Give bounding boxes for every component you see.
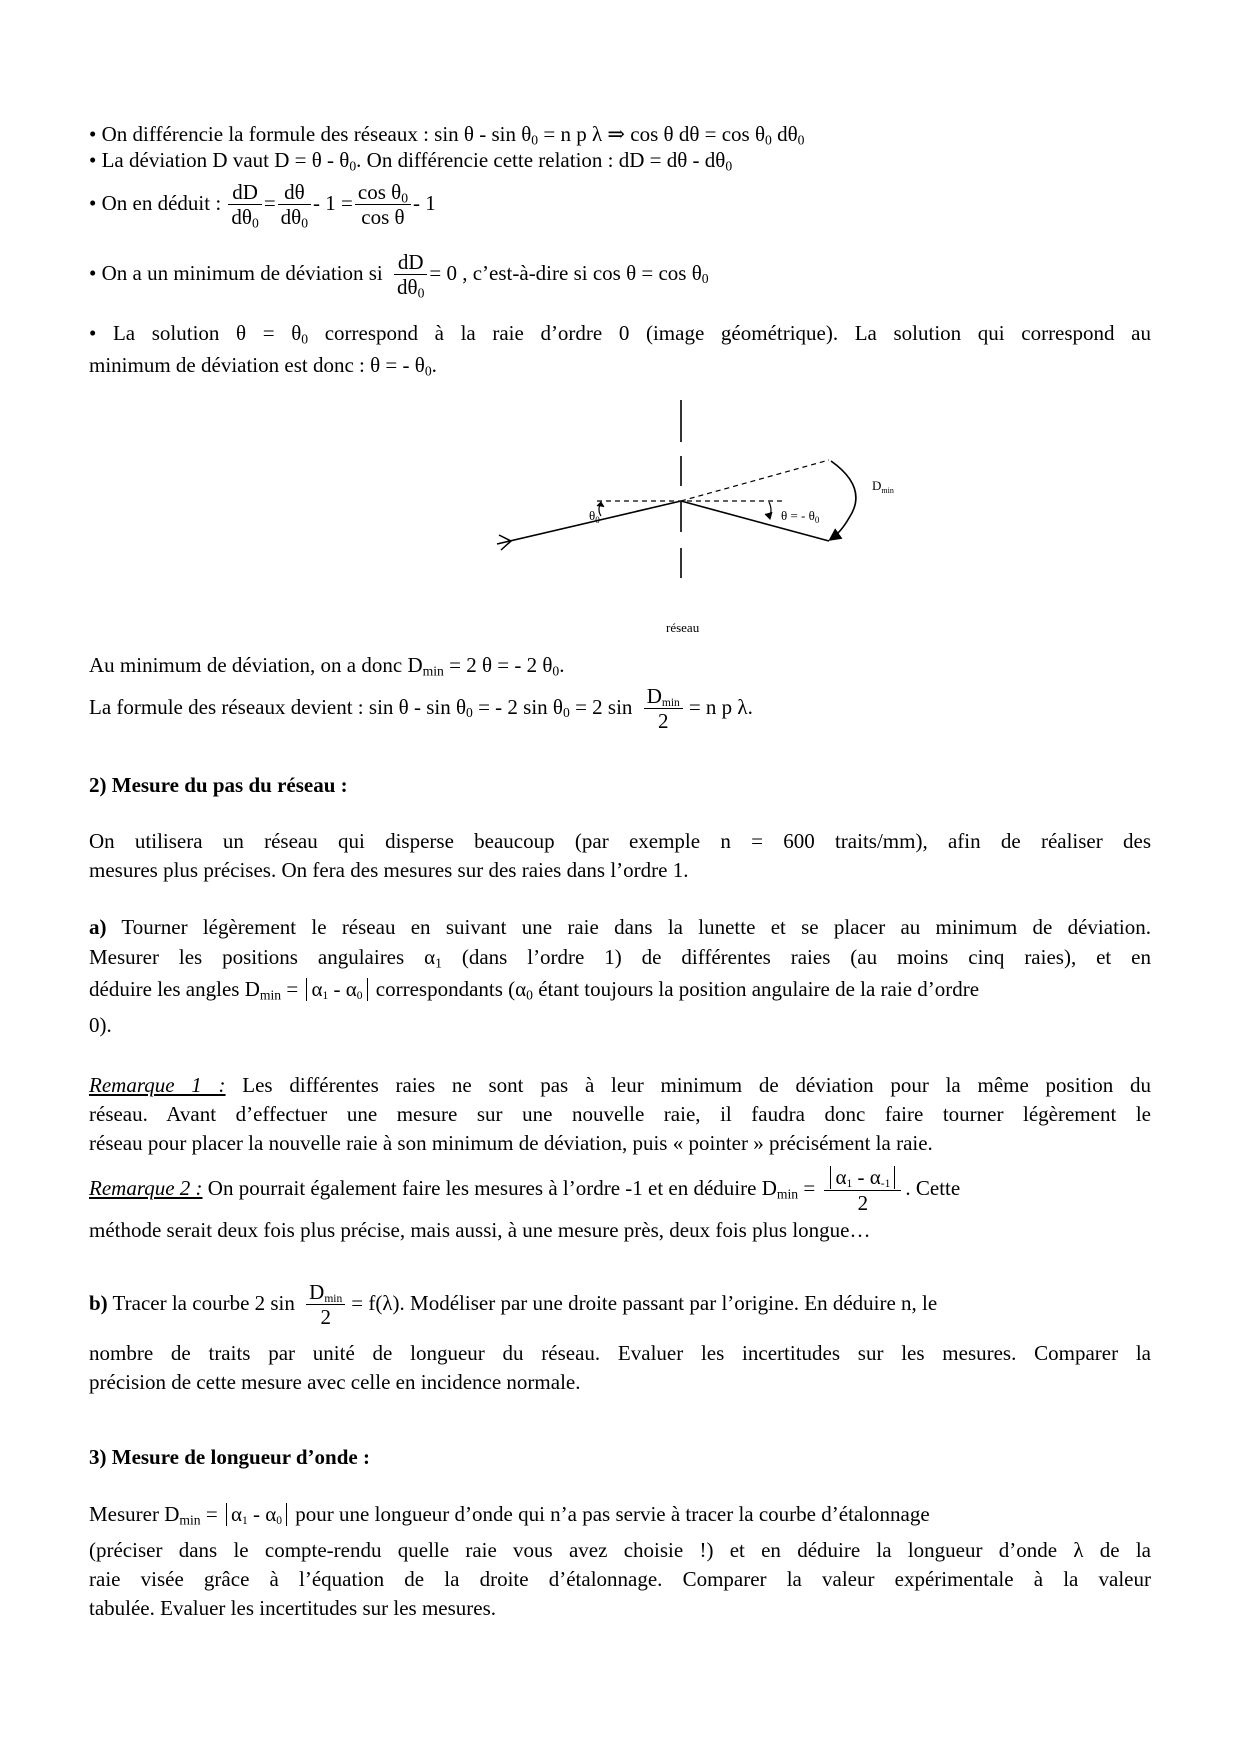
fraction-denominator [394, 275, 427, 301]
bullet-line-2 [89, 148, 733, 174]
subscript: 0 [531, 132, 539, 148]
implies-arrow: ⇒ [607, 122, 626, 146]
text: - α [852, 1165, 881, 1189]
bullet: • [89, 148, 97, 172]
remark-2-line-1 [89, 1166, 1151, 1214]
text: On pourrait également faire les mesures à l’ordre -1 et en déduire D [202, 1175, 777, 1200]
fraction-dD-dtheta0 [228, 180, 261, 231]
section-3-line-2 [89, 1540, 1151, 1561]
grating-diagram [429, 398, 949, 636]
text: = n p λ [538, 122, 608, 146]
text: = [281, 977, 299, 1001]
undeviated-ray [681, 460, 829, 501]
subscript: 0 [301, 331, 309, 347]
text: raie visée grâce à l’équation de la droite d’étalonnage. Comparer la valeur expérimentale à la valeur [89, 1567, 1151, 1591]
text: α [311, 977, 323, 1001]
text: cos θ [357, 180, 402, 204]
subscript: -1 [880, 1177, 891, 1190]
subscript: 0 [563, 705, 570, 721]
subscript: min [422, 663, 444, 679]
fraction-denominator: 2 [320, 1305, 331, 1329]
text: . [431, 353, 437, 377]
absolute-value [306, 978, 367, 1001]
text: D [309, 1280, 325, 1304]
section-2-paragraph-line-1 [89, 831, 1151, 852]
fraction-abs-over-2 [824, 1166, 901, 1214]
subscript: min [259, 987, 282, 1003]
remark-1-line-1 [89, 1075, 1151, 1096]
remark-label: Remarque 1 : [89, 1073, 226, 1097]
text: . [559, 653, 565, 677]
text: On a un minimum de déviation si [101, 260, 383, 285]
text: dθ [280, 205, 302, 229]
subscript: 0 [725, 158, 733, 174]
fraction-cos-ratio [355, 182, 411, 228]
heading: 2) Mesure du pas du réseau : [89, 773, 348, 797]
remark-1-line-2 [89, 1104, 1151, 1125]
fraction-denominator [228, 205, 261, 231]
subscript: min [776, 1186, 799, 1202]
subscript: 0 [417, 285, 425, 301]
absolute-value [830, 1166, 895, 1189]
text: correspondants (α [375, 977, 527, 1001]
section-3-title [89, 1447, 370, 1468]
text: (dans l’ordre 1) de différentes raies (au moins cinq raies), et en [441, 945, 1151, 969]
text: On utilisera un réseau qui disperse beaucoup (par exemple n = 600 traits/mm), afin de réaliser des [89, 829, 1151, 853]
text: réseau. Avant d’effectuer une mesure sur une nouvelle raie, il faudra donc faire tourner légèrement le [89, 1102, 1151, 1126]
subscript: 0 [424, 363, 432, 379]
equals-sign: = [263, 190, 276, 215]
fraction-numerator [644, 686, 683, 709]
text: dθ [397, 275, 418, 299]
text: . Cette [905, 1175, 961, 1200]
text: Tracer la courbe 2 sin [107, 1290, 295, 1315]
section-3-line-4 [89, 1598, 496, 1619]
text: Mesurer D [89, 1502, 180, 1526]
subscript: 1 [241, 1514, 248, 1527]
part-a-line-3 [89, 978, 979, 1001]
bullet: • [89, 321, 97, 345]
text: La déviation D vaut D = θ - θ [101, 148, 350, 172]
bullet-line-5-cont [89, 353, 437, 379]
bullet-line-3 [89, 180, 436, 231]
text: (préciser dans le compte-rendu quelle raie vous avez choisie !) et en déduire la longueur d’onde λ de la [89, 1538, 1151, 1562]
text: On en déduit : [101, 190, 222, 215]
subscript: 0 [349, 158, 357, 174]
fraction-denominator: cos θ [361, 205, 405, 229]
text: - α [247, 1502, 277, 1526]
text: cos θ dθ = cos θ [625, 122, 766, 146]
text: Les différentes raies ne sont pas à leur minimum de déviation pour la même position du [225, 1073, 1151, 1097]
text: dθ [771, 122, 798, 146]
bullet: • [89, 260, 97, 285]
subscript: 0 [301, 215, 309, 231]
text: étant toujours la position angulaire de la raie d’ordre [532, 977, 980, 1001]
text: tabulée. Evaluer les incertitudes sur les mesures. [89, 1596, 497, 1620]
text: = f(λ). Modéliser par une droite passant par l’origine. En déduire n, le [351, 1290, 938, 1315]
fraction-numerator: dθ [278, 182, 311, 205]
subscript: 0 [765, 132, 772, 148]
bullet: • [89, 190, 97, 215]
text: correspond à la raie d’ordre 0 (image géométrique). La solution qui correspond au [308, 321, 1151, 345]
subscript: 1 [435, 955, 442, 971]
part-a-line-2 [89, 945, 1151, 971]
text: réseau pour placer la nouvelle raie à son minimum de déviation, puis « pointer » précisément la raie. [89, 1131, 933, 1155]
subscript: 0 [526, 987, 533, 1003]
text: = - 2 sin θ [472, 694, 563, 719]
text: D [646, 684, 662, 708]
text: Au minimum de déviation, on a donc D [89, 653, 423, 677]
grating-formula-line [89, 686, 753, 732]
grating-label: réseau [666, 620, 700, 635]
text: Mesurer les positions angulaires α [89, 945, 436, 969]
subscript: 1 [846, 1177, 853, 1190]
theta-label: θ = - $\theta_0$ [781, 508, 820, 525]
remark-2-line-2 [89, 1220, 871, 1241]
text: déduire les angles D [89, 977, 260, 1001]
theta-arrow [765, 512, 772, 519]
subscript: 0 [251, 215, 259, 231]
part-b-line-2 [89, 1343, 1151, 1364]
text: méthode serait deux fois plus précise, mais aussi, à une mesure près, deux fois plus longue… [89, 1218, 871, 1242]
theta0-arrow [597, 502, 604, 507]
subscript: 1 [322, 989, 329, 1002]
part-label: b) [89, 1290, 108, 1315]
fraction-dD-dtheta0 [394, 250, 427, 301]
fraction-dmin-over-2 [306, 1282, 345, 1328]
bullet-line-4 [89, 250, 709, 301]
dmin-formula-line [89, 653, 565, 679]
fraction-numerator [355, 182, 411, 205]
text: précision de cette mesure avec celle en incidence normale. [89, 1370, 581, 1394]
subscript: 0 [276, 1514, 283, 1527]
text: - α [328, 977, 357, 1001]
part-a-line-4 [89, 1015, 112, 1036]
subscript: min [661, 696, 680, 709]
dmin-label: $D_{min}$ [872, 478, 894, 495]
heading: 3) Mesure de longueur d’onde : [89, 1445, 370, 1469]
text: Tourner légèrement le réseau en suivant une raie dans la lunette et se placer au minimum de déviation. [106, 915, 1151, 939]
section-2-paragraph-line-2 [89, 860, 688, 881]
subscript: 0 [401, 190, 409, 206]
dmin-arc [831, 461, 856, 539]
fraction-denominator: 2 [658, 709, 669, 733]
text: = n p λ. [688, 694, 753, 719]
text: La formule des réseaux devient : sin θ - sin θ [89, 694, 467, 719]
subscript: 0 [552, 663, 560, 679]
text: On différencie la formule des réseaux : sin θ - sin θ [101, 122, 532, 146]
text: α [835, 1165, 847, 1189]
absolute-value [226, 1503, 287, 1526]
fraction-dmin-over-2 [644, 686, 683, 732]
text: pour une longueur d’onde qui n’a pas servie à tracer la courbe d’étalonnage [295, 1502, 930, 1526]
section-3-line-1 [89, 1503, 930, 1526]
text: = 0 , c’est-à-dire si cos θ = cos θ [429, 260, 702, 285]
text: - 1 = [313, 190, 353, 215]
section-2-title [89, 775, 348, 796]
subscript: 0 [466, 705, 473, 721]
text: = [798, 1175, 816, 1200]
text: . On différencie cette relation : dD = dθ - dθ [356, 148, 726, 172]
subscript: 0 [797, 132, 805, 148]
bullet-line-1 [89, 122, 805, 148]
fraction-denominator: 2 [857, 1191, 869, 1216]
text: dθ [231, 205, 252, 229]
section-3-line-3 [89, 1569, 1151, 1590]
text: nombre de traits par unité de longueur du réseau. Evaluer les incertitudes sur les mesures. Comparer la [89, 1341, 1151, 1365]
fraction-numerator [306, 1282, 345, 1305]
fraction-numerator: dD [228, 182, 261, 205]
subscript: min [324, 1292, 343, 1305]
subscript: 0 [356, 989, 363, 1002]
text: = 2 sin [569, 694, 633, 719]
text: - 1 [413, 190, 436, 215]
part-label: a) [89, 915, 107, 939]
bullet: • [89, 122, 97, 146]
fraction-numerator [824, 1166, 901, 1191]
bullet-line-5 [89, 321, 1151, 347]
text: La solution θ = θ [112, 321, 302, 345]
remark-1-line-3 [89, 1133, 933, 1154]
fraction-numerator: dD [394, 252, 427, 275]
part-a-line-1 [89, 917, 1151, 938]
theta0-label: $\theta_0$ [589, 508, 600, 525]
text: minimum de déviation est donc : θ = - θ [89, 353, 425, 377]
text: = [200, 1502, 218, 1526]
fraction-denominator [278, 205, 311, 231]
fraction-dtheta-dtheta0 [278, 180, 311, 231]
text: 0). [89, 1013, 112, 1037]
remark-label: Remarque 2 : [89, 1175, 203, 1200]
part-b-line-3 [89, 1372, 581, 1393]
text: = 2 θ = - 2 θ [443, 653, 553, 677]
subscript: min [179, 1512, 201, 1528]
subscript: 0 [701, 271, 709, 287]
part-b-line-1 [89, 1282, 937, 1328]
text: mesures plus précises. On fera des mesures sur des raies dans l’ordre 1. [89, 858, 689, 882]
text: α [230, 1502, 242, 1526]
